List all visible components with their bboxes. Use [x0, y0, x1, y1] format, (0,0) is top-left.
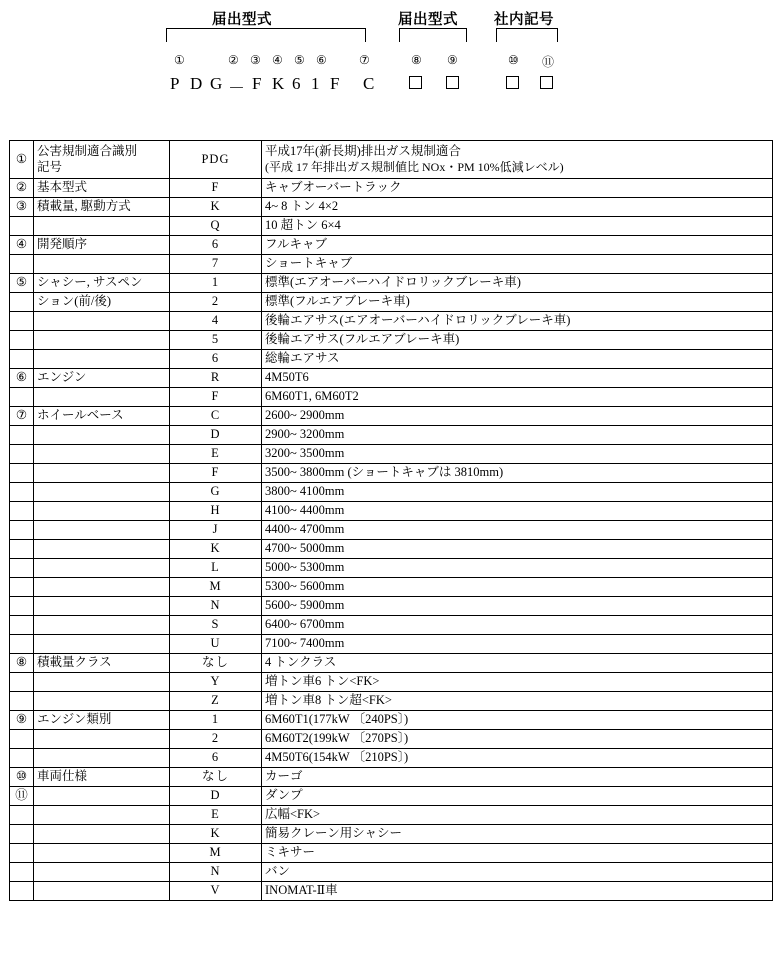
row-description: キャブオーバートラック: [262, 179, 773, 198]
row-mark: ⑩: [10, 768, 34, 787]
row-mark: ②: [10, 179, 34, 198]
row-mark: [10, 616, 34, 635]
row-description: カーゴ: [262, 768, 773, 787]
table-row: [10, 692, 773, 711]
row-mark: [10, 312, 34, 331]
row-code: S: [170, 616, 262, 635]
table-row: [10, 863, 773, 882]
table-row: [10, 559, 773, 578]
model-code-table: [9, 140, 773, 901]
row-item-label: [34, 806, 170, 825]
row-mark: [10, 825, 34, 844]
row-description: 増トン車6 トン<FK>: [262, 673, 773, 692]
row-item-label: [34, 882, 170, 901]
row-mark: ⑨: [10, 711, 34, 730]
table-row: [10, 502, 773, 521]
empty-box-2[interactable]: [446, 76, 459, 89]
table-row: [10, 597, 773, 616]
table-row: [10, 673, 773, 692]
row-code: Q: [170, 217, 262, 236]
row-item-label: 車両仕様: [34, 768, 170, 787]
row-description: 3800~ 4100mm: [262, 483, 773, 502]
row-item-label: シャシー, サスペン: [34, 274, 170, 293]
row-description: 6M60T1(177kW 〔240PS〕): [262, 711, 773, 730]
table-row: [10, 426, 773, 445]
table-row: [10, 749, 773, 768]
row-description: 後輪エアサス(フルエアブレーキ車): [262, 331, 773, 350]
row-code: V: [170, 882, 262, 901]
table-row: [10, 540, 773, 559]
bracket-2: [399, 28, 467, 42]
table-row: [10, 236, 773, 255]
row-description: ショートキャブ: [262, 255, 773, 274]
table-row: [10, 141, 773, 179]
table-row: [10, 179, 773, 198]
row-description: ミキサー: [262, 844, 773, 863]
row-mark: [10, 350, 34, 369]
row-mark: [10, 540, 34, 559]
row-description: 標準(エアオーバーハイドロリックブレーキ車): [262, 274, 773, 293]
code-char-2: D: [190, 74, 204, 93]
table-row: [10, 274, 773, 293]
table-row: [10, 255, 773, 274]
row-item-label: 基本型式: [34, 179, 170, 198]
table-row: [10, 407, 773, 426]
row-item-label: [34, 825, 170, 844]
row-mark: [10, 388, 34, 407]
row-item-label: [34, 464, 170, 483]
row-mark: [10, 426, 34, 445]
row-description: 2900~ 3200mm: [262, 426, 773, 445]
mark-6: ⑥: [316, 53, 327, 67]
row-item-label-line2: 記号: [37, 159, 63, 174]
table-row: [10, 369, 773, 388]
row-description: 7100~ 7400mm: [262, 635, 773, 654]
row-mark: ④: [10, 236, 34, 255]
row-code: G: [170, 483, 262, 502]
row-mark: [10, 863, 34, 882]
row-mark: [10, 806, 34, 825]
row-item-label: [34, 635, 170, 654]
empty-box-1[interactable]: [409, 76, 422, 89]
table-row: [10, 521, 773, 540]
row-mark: [10, 331, 34, 350]
mark-4: ④: [272, 53, 283, 67]
table-row: [10, 578, 773, 597]
row-code: Y: [170, 673, 262, 692]
row-code: 1: [170, 274, 262, 293]
table-row: [10, 217, 773, 236]
row-mark: ⑪: [10, 787, 34, 806]
row-description: INOMAT-Ⅱ車: [262, 882, 773, 901]
row-item-label: [34, 141, 170, 179]
row-description: フルキャブ: [262, 236, 773, 255]
row-mark: ⑥: [10, 369, 34, 388]
code-char-10: C: [363, 74, 376, 93]
row-description: 6400~ 6700mm: [262, 616, 773, 635]
table-row: [10, 483, 773, 502]
table-row: [10, 388, 773, 407]
row-description: 広幅<FK>: [262, 806, 773, 825]
row-item-label: [34, 445, 170, 464]
row-description-line2: (平成 17 年排出ガス規制値比 NOx・PM 10%低減レベル): [265, 159, 564, 174]
table-row: [10, 198, 773, 217]
row-mark: ①: [10, 141, 34, 179]
group-label-3: 社内記号: [494, 12, 554, 28]
mark-7: ⑦: [359, 53, 370, 67]
row-description: [262, 141, 773, 179]
table-row: [10, 711, 773, 730]
row-code: 5: [170, 331, 262, 350]
empty-box-3[interactable]: [506, 76, 519, 89]
row-code: 4: [170, 312, 262, 331]
row-item-label: [34, 255, 170, 274]
row-mark: ③: [10, 198, 34, 217]
table-row: [10, 445, 773, 464]
row-item-label: 積載量クラス: [34, 654, 170, 673]
table-row: [10, 293, 773, 312]
row-mark: [10, 635, 34, 654]
row-item-label: ホイールベース: [34, 407, 170, 426]
row-mark: [10, 464, 34, 483]
mark-9: ⑨: [447, 53, 458, 67]
row-item-label: [34, 578, 170, 597]
row-mark: [10, 217, 34, 236]
row-item-label: [34, 426, 170, 445]
code-char-7: 6: [292, 74, 302, 93]
row-item-label: エンジン: [34, 369, 170, 388]
row-item-label: [34, 749, 170, 768]
table-row: [10, 882, 773, 901]
row-item-label: [34, 692, 170, 711]
row-item-label: [34, 730, 170, 749]
row-item-label: 積載量, 駆動方式: [34, 198, 170, 217]
table-row: [10, 730, 773, 749]
mark-8: ⑧: [411, 53, 422, 67]
row-mark: [10, 521, 34, 540]
row-mark: [10, 255, 34, 274]
row-code: M: [170, 578, 262, 597]
mark-3: ③: [250, 53, 261, 67]
model-code-diagram: [0, 0, 781, 112]
row-code: K: [170, 825, 262, 844]
group-label-1: 届出型式: [212, 12, 272, 28]
row-code: D: [170, 787, 262, 806]
row-description: 5000~ 5300mm: [262, 559, 773, 578]
row-code: 7: [170, 255, 262, 274]
row-mark: [10, 844, 34, 863]
row-mark: [10, 749, 34, 768]
row-code: 6: [170, 749, 262, 768]
code-char-1: P: [170, 74, 181, 93]
row-item-label: [34, 787, 170, 806]
mark-10: ⑩: [508, 53, 519, 67]
row-description: 総輪エアサス: [262, 350, 773, 369]
row-code: J: [170, 521, 262, 540]
row-code: U: [170, 635, 262, 654]
row-description: 簡易クレーン用シャシー: [262, 825, 773, 844]
row-code: K: [170, 198, 262, 217]
row-description: 4~ 8 トン 4×2: [262, 198, 773, 217]
mark-1: ①: [174, 53, 185, 67]
row-item-label: [34, 483, 170, 502]
row-item-label: [34, 388, 170, 407]
row-mark: [10, 445, 34, 464]
row-code: 2: [170, 730, 262, 749]
row-item-label: [34, 863, 170, 882]
bracket-3: [496, 28, 558, 42]
row-code: Z: [170, 692, 262, 711]
row-item-label: [34, 521, 170, 540]
row-description: 3500~ 3800mm (ショートキャブは 3810mm): [262, 464, 773, 483]
table-row: [10, 331, 773, 350]
row-code: N: [170, 863, 262, 882]
row-item-label: [34, 559, 170, 578]
row-description: 4M50T6: [262, 369, 773, 388]
table-row: [10, 616, 773, 635]
table-row: [10, 350, 773, 369]
row-description: 4400~ 4700mm: [262, 521, 773, 540]
row-item-label: [34, 844, 170, 863]
row-code: E: [170, 445, 262, 464]
row-item-label: [34, 312, 170, 331]
row-mark: [10, 882, 34, 901]
row-description: 2600~ 2900mm: [262, 407, 773, 426]
row-code: なし: [170, 768, 262, 787]
code-char-9: F: [330, 74, 341, 93]
code-char-6: K: [272, 74, 286, 93]
code-char-8: 1: [311, 74, 321, 93]
row-code: E: [170, 806, 262, 825]
row-mark: [10, 692, 34, 711]
row-item-label: [34, 350, 170, 369]
row-item-label-line1: 公害規制適合識別: [37, 143, 138, 158]
row-item-label: [34, 217, 170, 236]
row-code: H: [170, 502, 262, 521]
row-code: C: [170, 407, 262, 426]
code-char-3: G: [210, 74, 224, 93]
row-code: なし: [170, 654, 262, 673]
row-description: 後輪エアサス(エアオーバーハイドロリックブレーキ車): [262, 312, 773, 331]
mark-11: ⑪: [542, 55, 555, 69]
row-code: 1: [170, 711, 262, 730]
row-item-label: 開発順序: [34, 236, 170, 255]
row-description: 4M50T6(154kW 〔210PS〕): [262, 749, 773, 768]
row-code: L: [170, 559, 262, 578]
row-code: 6: [170, 350, 262, 369]
row-description: 5600~ 5900mm: [262, 597, 773, 616]
row-description: 6M60T2(199kW 〔270PS〕): [262, 730, 773, 749]
row-code: K: [170, 540, 262, 559]
row-item-label: ション(前/後): [34, 293, 170, 312]
row-item-label: [34, 616, 170, 635]
row-mark: [10, 483, 34, 502]
row-code: R: [170, 369, 262, 388]
table-row: [10, 768, 773, 787]
mark-2: ②: [228, 53, 239, 67]
row-item-label: [34, 673, 170, 692]
row-description: 10 超トン 6×4: [262, 217, 773, 236]
code-char-5: F: [252, 74, 263, 93]
row-code: N: [170, 597, 262, 616]
table-row: [10, 787, 773, 806]
row-item-label: [34, 540, 170, 559]
row-code: F: [170, 179, 262, 198]
group-label-2: 届出型式: [398, 12, 458, 28]
row-mark: [10, 578, 34, 597]
code-char-4: －: [228, 79, 246, 98]
row-mark: [10, 673, 34, 692]
row-description: 増トン車8 トン超<FK>: [262, 692, 773, 711]
row-code: PDG: [170, 141, 262, 179]
row-mark: [10, 502, 34, 521]
row-item-label: [34, 597, 170, 616]
row-description: 3200~ 3500mm: [262, 445, 773, 464]
row-code: 2: [170, 293, 262, 312]
row-mark: ⑤: [10, 274, 34, 293]
table-row: [10, 825, 773, 844]
row-description: 6M60T1, 6M60T2: [262, 388, 773, 407]
table-row: [10, 844, 773, 863]
table-row: [10, 464, 773, 483]
row-item-label: [34, 502, 170, 521]
row-description: 4100~ 4400mm: [262, 502, 773, 521]
row-mark: [10, 559, 34, 578]
empty-box-4[interactable]: [540, 76, 553, 89]
table-row: [10, 312, 773, 331]
row-description: ダンプ: [262, 787, 773, 806]
row-description: 4700~ 5000mm: [262, 540, 773, 559]
row-mark: [10, 730, 34, 749]
row-description: バン: [262, 863, 773, 882]
row-description-line1: 平成17年(新長期)排出ガス規制適合: [265, 144, 461, 159]
row-description: 4 トンクラス: [262, 654, 773, 673]
row-code: F: [170, 464, 262, 483]
table-row: [10, 654, 773, 673]
row-item-label: [34, 331, 170, 350]
row-code: M: [170, 844, 262, 863]
row-description: 5300~ 5600mm: [262, 578, 773, 597]
row-mark: [10, 293, 34, 312]
table-row: [10, 806, 773, 825]
mark-5: ⑤: [294, 53, 305, 67]
row-code: F: [170, 388, 262, 407]
row-mark: [10, 597, 34, 616]
table-row: [10, 635, 773, 654]
bracket-1: [166, 28, 366, 42]
model-code-table-wrap: [9, 140, 772, 901]
row-mark: ⑧: [10, 654, 34, 673]
row-description: 標準(フルエアブレーキ車): [262, 293, 773, 312]
row-code: 6: [170, 236, 262, 255]
row-code: D: [170, 426, 262, 445]
row-item-label: エンジン類別: [34, 711, 170, 730]
row-mark: ⑦: [10, 407, 34, 426]
